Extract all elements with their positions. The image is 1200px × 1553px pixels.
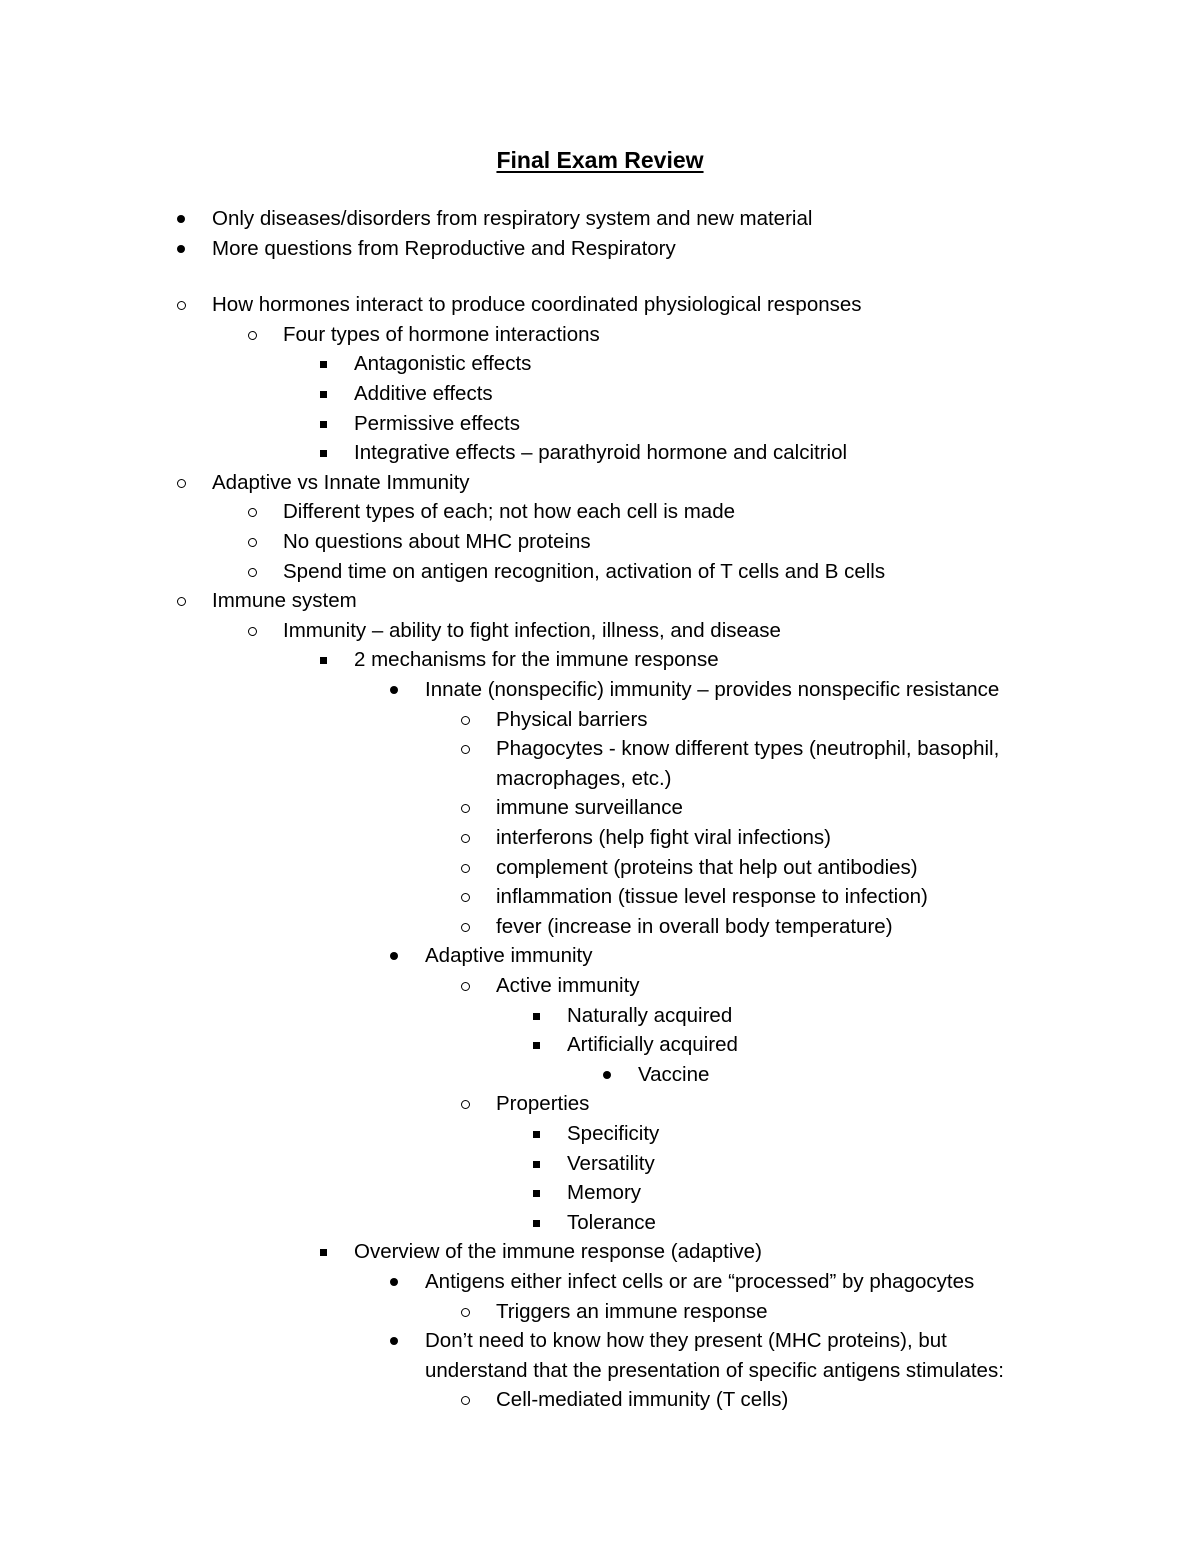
outline-item — [0, 941, 1200, 971]
bullet-circle-icon — [237, 557, 267, 587]
outline-item — [0, 912, 1200, 942]
outline-item-text: Antigens either infect cells or are “processed” by phagocytes — [425, 1270, 975, 1293]
outline-item — [0, 616, 1200, 646]
outline-item — [0, 586, 1200, 616]
bullet-circle-icon — [450, 1297, 480, 1327]
outline-item — [0, 290, 1200, 320]
outline-item — [0, 823, 1200, 853]
outline-item — [0, 645, 1200, 675]
outline-item-text: Vaccine — [638, 1063, 710, 1086]
bullet-circle-icon — [166, 290, 196, 320]
outline-item — [0, 1060, 1200, 1090]
outline-item — [0, 1208, 1200, 1238]
outline-item-text: complement (proteins that help out antibodies) — [496, 856, 918, 879]
outline-item-text: interferons (help fight viral infections) — [496, 826, 831, 849]
bullet-square-icon — [308, 645, 338, 675]
outline-item — [0, 1119, 1200, 1149]
outline-item-text: macrophages, etc.) — [496, 767, 672, 790]
outline-item-text: Adaptive vs Innate Immunity — [212, 471, 470, 494]
bullet-circle-icon — [166, 468, 196, 498]
outline-item-text: Four types of hormone interactions — [283, 323, 600, 346]
outline-item — [0, 705, 1200, 735]
outline-item — [0, 1149, 1200, 1179]
outline-item-text: Additive effects — [354, 382, 493, 405]
outline-item-text: Memory — [567, 1181, 642, 1204]
bullet-circle-icon — [450, 912, 480, 942]
bullet-square-icon — [521, 1119, 551, 1149]
outline-item — [0, 1001, 1200, 1031]
outline-item-text: Antagonistic effects — [354, 352, 532, 375]
bullet-square-icon — [521, 1149, 551, 1179]
outline-item-text: understand that the presentation of specific antigens stimulates: — [425, 1359, 1004, 1382]
outline-item — [0, 527, 1200, 557]
outline-item-text: Different types of each; not how each cell is made — [283, 500, 736, 523]
bullet-square-icon — [521, 1178, 551, 1208]
outline-item — [0, 1385, 1200, 1415]
outline-item — [0, 793, 1200, 823]
bullet-circle-icon — [450, 823, 480, 853]
bullet-square-icon — [308, 409, 338, 439]
outline-item — [0, 1356, 1200, 1386]
outline-item — [0, 1178, 1200, 1208]
bullet-circle-icon — [450, 734, 480, 764]
outline-item — [0, 379, 1200, 409]
outline-item — [0, 557, 1200, 587]
outline-item — [0, 204, 1200, 234]
outline-item-text: Physical barriers — [496, 708, 648, 731]
outline-item — [0, 734, 1200, 764]
bullet-dot-icon — [379, 1267, 409, 1297]
bullet-circle-icon — [237, 527, 267, 557]
outline-item-text: Only diseases/disorders from respiratory system and new material — [212, 207, 813, 230]
outline-item-text: Innate (nonspecific) immunity – provides nonspecific resistance — [425, 678, 1000, 701]
outline-item — [0, 349, 1200, 379]
outline-item — [0, 234, 1200, 264]
bullet-circle-icon — [450, 705, 480, 735]
outline-item-text: Naturally acquired — [567, 1004, 733, 1027]
outline-item — [0, 409, 1200, 439]
bullet-circle-icon — [450, 793, 480, 823]
outline-item-text: Cell-mediated immunity (T cells) — [496, 1388, 789, 1411]
outline-item-text: Triggers an immune response — [496, 1300, 768, 1323]
outline-item-text: Spend time on antigen recognition, activation of T cells and B cells — [283, 560, 886, 583]
outline-item — [0, 1297, 1200, 1327]
outline-item-text: Versatility — [567, 1152, 655, 1175]
bullet-circle-icon — [237, 616, 267, 646]
outline-item-text: Adaptive immunity — [425, 944, 593, 967]
bullet-square-icon — [308, 349, 338, 379]
outline-item-text: Don’t need to know how they present (MHC proteins), but — [425, 1329, 947, 1352]
bullet-square-icon — [308, 438, 338, 468]
outline-item-text: Permissive effects — [354, 412, 520, 435]
bullet-circle-icon — [450, 853, 480, 883]
outline-item-text: immune surveillance — [496, 796, 683, 819]
bullet-circle-icon — [450, 882, 480, 912]
bullet-dot-icon — [166, 234, 196, 264]
outline-item-text: Specificity — [567, 1122, 660, 1145]
outline-item — [0, 882, 1200, 912]
outline-item — [0, 1030, 1200, 1060]
bullet-dot-icon — [592, 1060, 622, 1090]
outline-item — [0, 468, 1200, 498]
outline-item — [0, 320, 1200, 350]
page-title — [0, 145, 1200, 175]
outline-item-text: Phagocytes - know different types (neutrophil, basophil, — [496, 737, 1000, 760]
page-title-text: Final Exam Review — [496, 147, 704, 173]
outline-item-text: Active immunity — [496, 974, 640, 997]
outline-item — [0, 971, 1200, 1001]
bullet-circle-icon — [237, 497, 267, 527]
outline-item — [0, 438, 1200, 468]
outline-item — [0, 1237, 1200, 1267]
outline-item-text: Immunity – ability to fight infection, illness, and disease — [283, 619, 781, 642]
bullet-square-icon — [521, 1208, 551, 1238]
bullet-dot-icon — [379, 675, 409, 705]
outline-item — [0, 1267, 1200, 1297]
outline-item — [0, 1089, 1200, 1119]
bullet-circle-icon — [237, 320, 267, 350]
outline-item — [0, 853, 1200, 883]
outline-item-text: More questions from Reproductive and Respiratory — [212, 237, 676, 260]
bullet-square-icon — [521, 1001, 551, 1031]
bullet-square-icon — [521, 1030, 551, 1060]
outline-item-text: inflammation (tissue level response to infection) — [496, 885, 928, 908]
bullet-circle-icon — [450, 971, 480, 1001]
bullet-dot-icon — [379, 1326, 409, 1356]
outline-item-text: fever (increase in overall body temperature) — [496, 915, 893, 938]
outline-item — [0, 497, 1200, 527]
outline-item — [0, 675, 1200, 705]
bullet-circle-icon — [450, 1089, 480, 1119]
outline-item-text: Integrative effects – parathyroid hormone and calcitriol — [354, 441, 848, 464]
bullet-circle-icon — [450, 1385, 480, 1415]
outline-item-text: Artificially acquired — [567, 1033, 738, 1056]
outline-item-text: Properties — [496, 1092, 590, 1115]
outline-item-text: How hormones interact to produce coordinated physiological responses — [212, 293, 862, 316]
bullet-square-icon — [308, 1237, 338, 1267]
outline-item-text: Tolerance — [567, 1211, 656, 1234]
bullet-dot-icon — [379, 941, 409, 971]
outline-item-text: Immune system — [212, 589, 357, 612]
outline-item-text: Overview of the immune response (adaptive) — [354, 1240, 762, 1263]
outline-item — [0, 1326, 1200, 1356]
outline-item — [0, 764, 1200, 794]
outline-item-text: 2 mechanisms for the immune response — [354, 648, 719, 671]
bullet-square-icon — [308, 379, 338, 409]
bullet-dot-icon — [166, 204, 196, 234]
bullet-circle-icon — [166, 586, 196, 616]
outline-item-text: No questions about MHC proteins — [283, 530, 591, 553]
